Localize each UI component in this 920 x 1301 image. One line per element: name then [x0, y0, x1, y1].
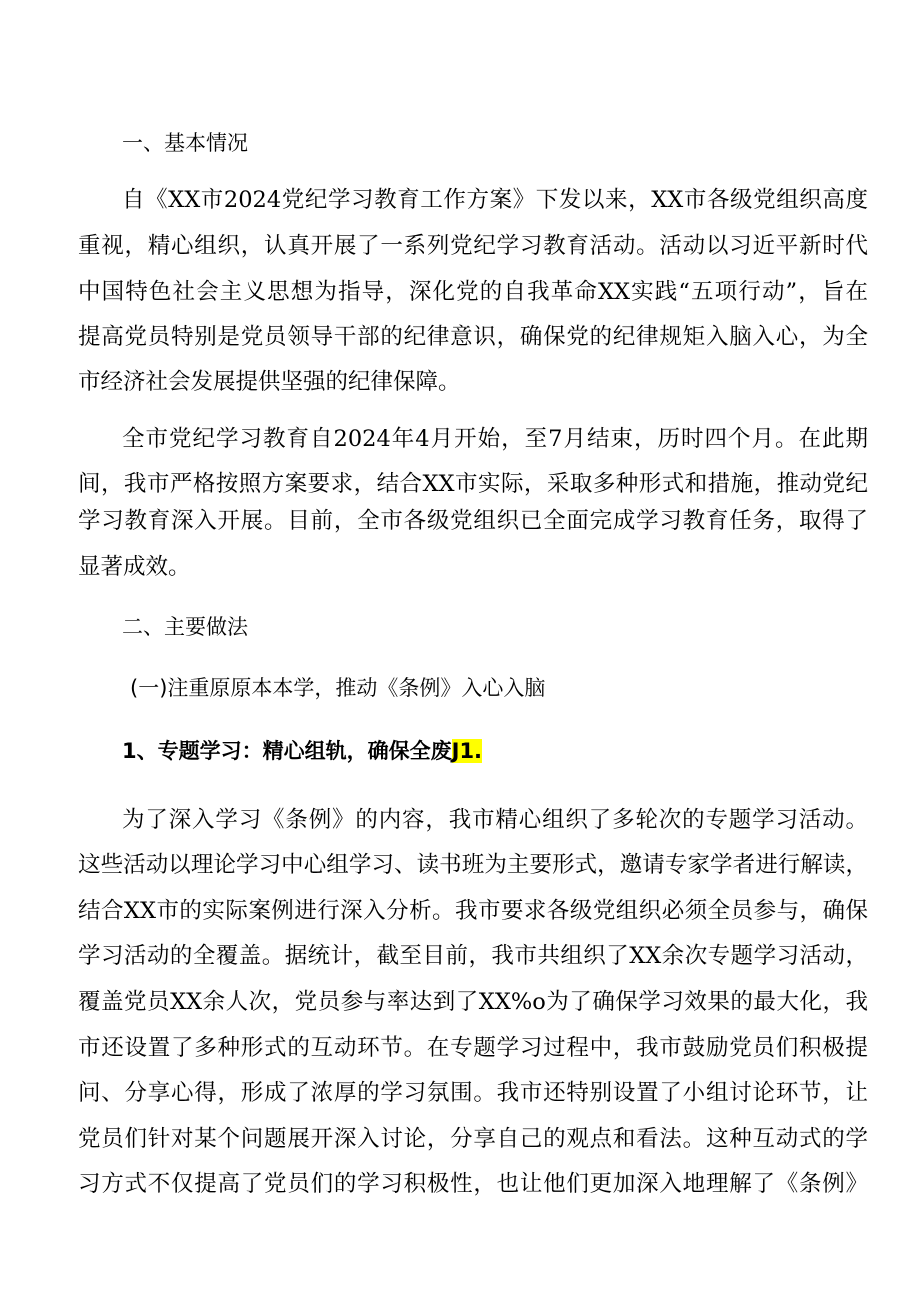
text-line: 学习活动的全覆盖。据统计，截至目前，我市共组织了XX余次专题学习活动， — [78, 943, 868, 969]
text-line: 提高党员特别是党员领导干部的纪律意识，确保党的纪律规矩入脑入心，为全 — [78, 324, 868, 350]
text-line: 为了深入学习《条例》的内容，我市精心组织了多轮次的专题学习活动。 — [122, 807, 868, 833]
item-title — [122, 736, 482, 766]
section-heading-basic-situation: 一、基本情况 — [122, 131, 248, 155]
text-line: 间，我市严格按照方案要求，结合XX市实际，采取多种形式和措施，推动党纪 — [78, 471, 868, 497]
text-line: 全市党纪学习教育自2024年4月开始，至7月结束，历时四个月。在此期 — [122, 426, 868, 452]
text-line: 结合XX市的实际案例进行深入分析。我市要求各级党组织必须全员参与，确保 — [78, 898, 868, 924]
text-line: 学习教育深入开展。目前，全市各级党组织已全面完成学习教育任务，取得了 — [78, 508, 868, 534]
text-line: 党员们针对某个问题展开深入讨论，分享自己的观点和看法。这种互动式的学 — [78, 1126, 868, 1152]
highlighted-text: J1. — [451, 739, 483, 763]
text-line: 这些活动以理论学习中心组学习、读书班为主要形式，邀请专家学者进行解读， — [78, 852, 868, 878]
section-heading-main-practices: 二、主要做法 — [122, 615, 248, 639]
item-title-text: 1、专题学习：精心组轨，确保全废 — [122, 739, 452, 763]
text-line: 中国特色社会主义思想为指导，深化党的自我革命XX实践“五项行动”，旨在 — [78, 279, 868, 305]
text-line: 问、分享心得，形成了浓厚的学习氛围。我市还特别设置了小组讨论环节，让 — [78, 1080, 868, 1106]
text-line: 市经济社会发展提供坚强的纪律保障。 — [78, 369, 461, 395]
text-line: 习方式不仅提高了党员们的学习积极性，也让他们更加深入地理解了《条例》 — [78, 1171, 868, 1197]
text-line: 重视，精心组织，认真开展了一系列党纪学习教育活动。活动以习近平新时代 — [78, 233, 868, 259]
text-line: 覆盖党员XX余人次，党员参与率达到了XX%o为了确保学习效果的最大化，我 — [78, 989, 868, 1015]
subsection-heading: (一)注重原原本本学，推动《条例》入心入脑 — [130, 676, 546, 700]
text-line: 市还设置了多种形式的互动环节。在专题学习过程中，我市鼓励党员们积极提 — [78, 1035, 868, 1061]
text-line: 显著成效。 — [78, 554, 191, 580]
text-line: 自《XX市2024党纪学习教育工作方案》下发以来，XX市各级党组织高度 — [122, 187, 868, 213]
